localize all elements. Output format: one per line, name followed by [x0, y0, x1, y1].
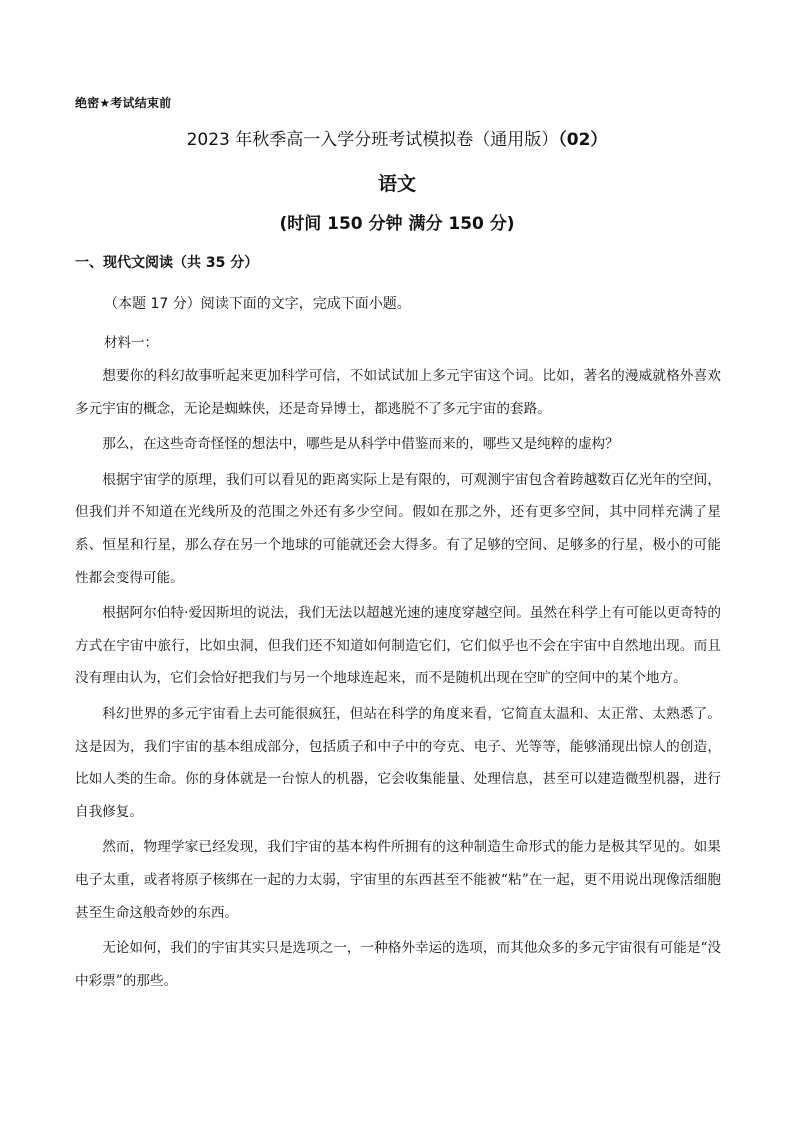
passage-paragraph-5: 科幻世界的多元宇宙看上去可能很疯狂，但站在科学的角度来看，它简直太温和、太正常、太熟悉了。这是因为，我们宇宙的基本组成部分，包括质子和中子中的夸克、电子、光等等，能够涌现出惊人的创造，比如人类的生命。你的身体就是一台惊人的机器，它会收集能量、处理信息，甚至可以建造微型机器，进行自我修复。: [75, 705, 721, 820]
section-heading: 一、现代文阅读（共 35 分）: [75, 255, 259, 271]
confidential-label: 绝密★考试结束前: [75, 96, 172, 110]
time-and-score: (时间 150 分钟 满分 150 分): [279, 214, 515, 234]
passage-paragraph-3: 根据宇宙学的原理，我们可以看见的距离实际上是有限的，可观测宇宙包含着跨越数百亿光年的空间，但我们并不知道在光线所及的范围之外还有多少空间。假如在那之外，还有更多空间，其中同样充满了星系、恒星和行星，那么存在另一个地球的可能就还会大得多。有了足够的空间、足够多的行星，极小的可能性都会变得可能。: [75, 471, 721, 586]
exam-title: [0, 125, 794, 150]
question-instruction: （本题 17 分）阅读下面的文字，完成下面小题。: [104, 296, 411, 312]
passage-paragraph-1: 想要你的科幻故事听起来更加科学可信，不如试试加上多元宇宙这个词。比如，著名的漫威就格外喜欢多元宇宙的概念，无论是蜘蛛侠，还是奇异博士，都逃脱不了多元宇宙的套路。: [75, 368, 721, 417]
reading-passage: [75, 360, 721, 997]
passage-paragraph-4: 根据阿尔伯特·爱因斯坦的说法，我们无法以超越光速的速度穿越空间。虽然在科学上有可能以更奇特的方式在宇宙中旅行，比如虫洞，但我们还不知道如何制造它们，它们似乎也不会在宇宙中自然地出现。而且没有理由认为，它们会恰好把我们与另一个地球连起来，而不是随机出现在空旷的空间中的某个地方。: [75, 605, 721, 687]
passage-paragraph-7: 无论如何，我们的宇宙其实只是选项之一，一种格外幸运的选项，而其他众多的多元宇宙很有可能是“没中彩票”的那些。: [75, 940, 721, 989]
passage-paragraph-6: 然而，物理学家已经发现，我们宇宙的基本构件所拥有的这种制造生命形式的能力是极其罕见的。如果电子太重，或者将原子核绑在一起的力太弱，宇宙里的东西甚至不能被“粘”在一起，更不用说出现像活细胞甚至生命这般奇妙的东西。: [75, 839, 721, 921]
exam-title-number: （02）: [558, 130, 608, 150]
passage-paragraph-2: 那么，在这些奇奇怪怪的想法中，哪些是从科学中借鉴而来的，哪些又是纯粹的虚构？: [102, 436, 619, 453]
exam-title-text: 2023 年秋季高一入学分班考试模拟卷（通用版）: [186, 130, 559, 150]
material-label: 材料一：: [104, 335, 158, 351]
subject-title: 语文: [377, 173, 416, 195]
